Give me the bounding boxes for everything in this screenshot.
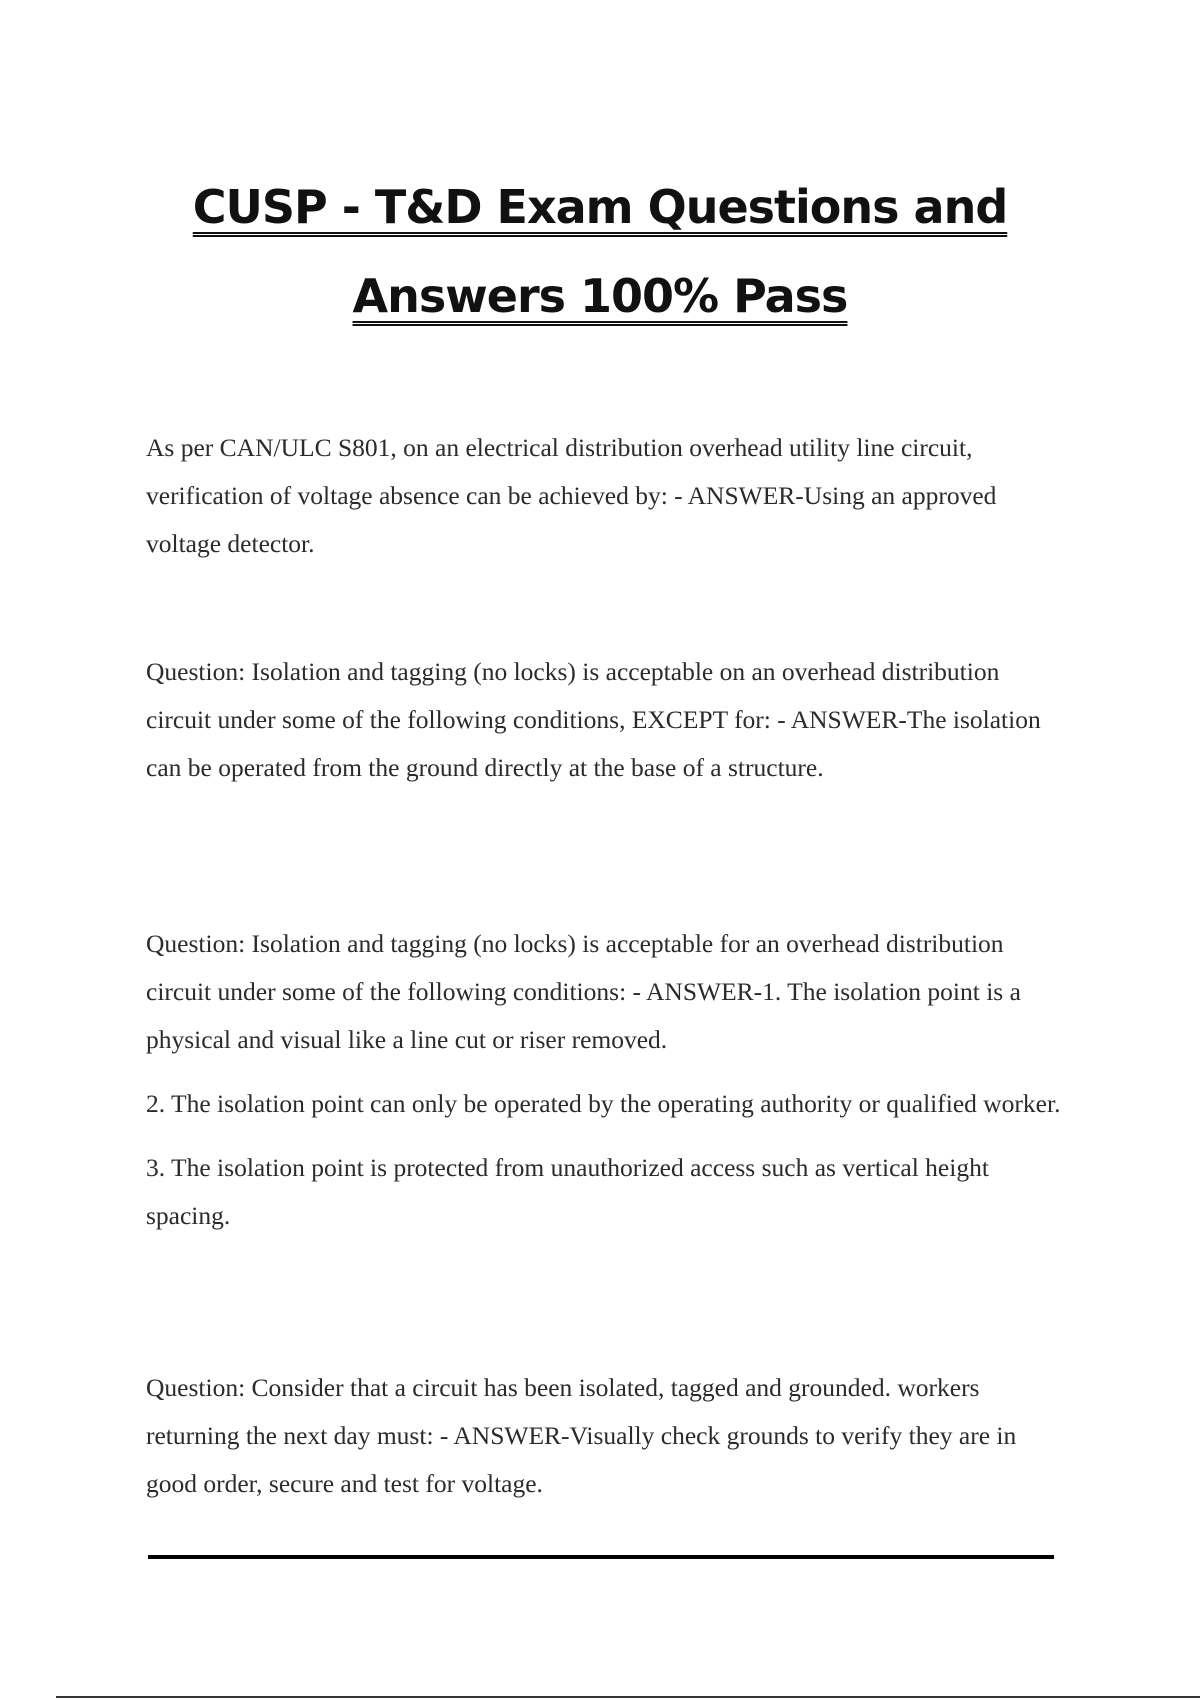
section-end-divider <box>148 1555 1054 1559</box>
qa-paragraph: 2. The isolation point can only be operated by the operating authority or qualified worker. <box>146 1089 1061 1118</box>
qa-paragraph: Question: Isolation and tagging (no locks) is acceptable for an overhead distribution circuit under some of the following conditions: - ANSWER-1. The isolation point is a physical and visual like a line cut or riser removed. <box>146 929 1021 1054</box>
qa-paragraph: 3. The isolation point is protected from unauthorized access such as vertical height spacing. <box>146 1153 989 1230</box>
qa-entry-4 <box>146 1364 1066 1508</box>
qa-entry-2 <box>146 648 1066 792</box>
qa-paragraph: As per CAN/ULC S801, on an electrical distribution overhead utility line circuit, verification of voltage absence can be achieved by: - ANSWER-Using an approved voltage detector. <box>146 433 997 558</box>
qa-paragraph: Question: Isolation and tagging (no locks) is acceptable on an overhead distribution circuit under some of the following conditions, EXCEPT for: - ANSWER-The isolation can be operated from the ground directly at the base of a structure. <box>146 657 1041 782</box>
qa-entry-3 <box>146 920 1066 1240</box>
title-line-2: Answers 100% Pass <box>352 269 848 323</box>
title-line-1: CUSP - T&D Exam Questions and <box>192 180 1008 234</box>
page-bottom-divider <box>56 1696 1200 1698</box>
qa-paragraph: Question: Consider that a circuit has been isolated, tagged and grounded. workers returning the next day must: - ANSWER-Visually check grounds to verify they are in good order, secure and test for voltage. <box>146 1373 1017 1498</box>
qa-entry-1 <box>146 424 1066 568</box>
